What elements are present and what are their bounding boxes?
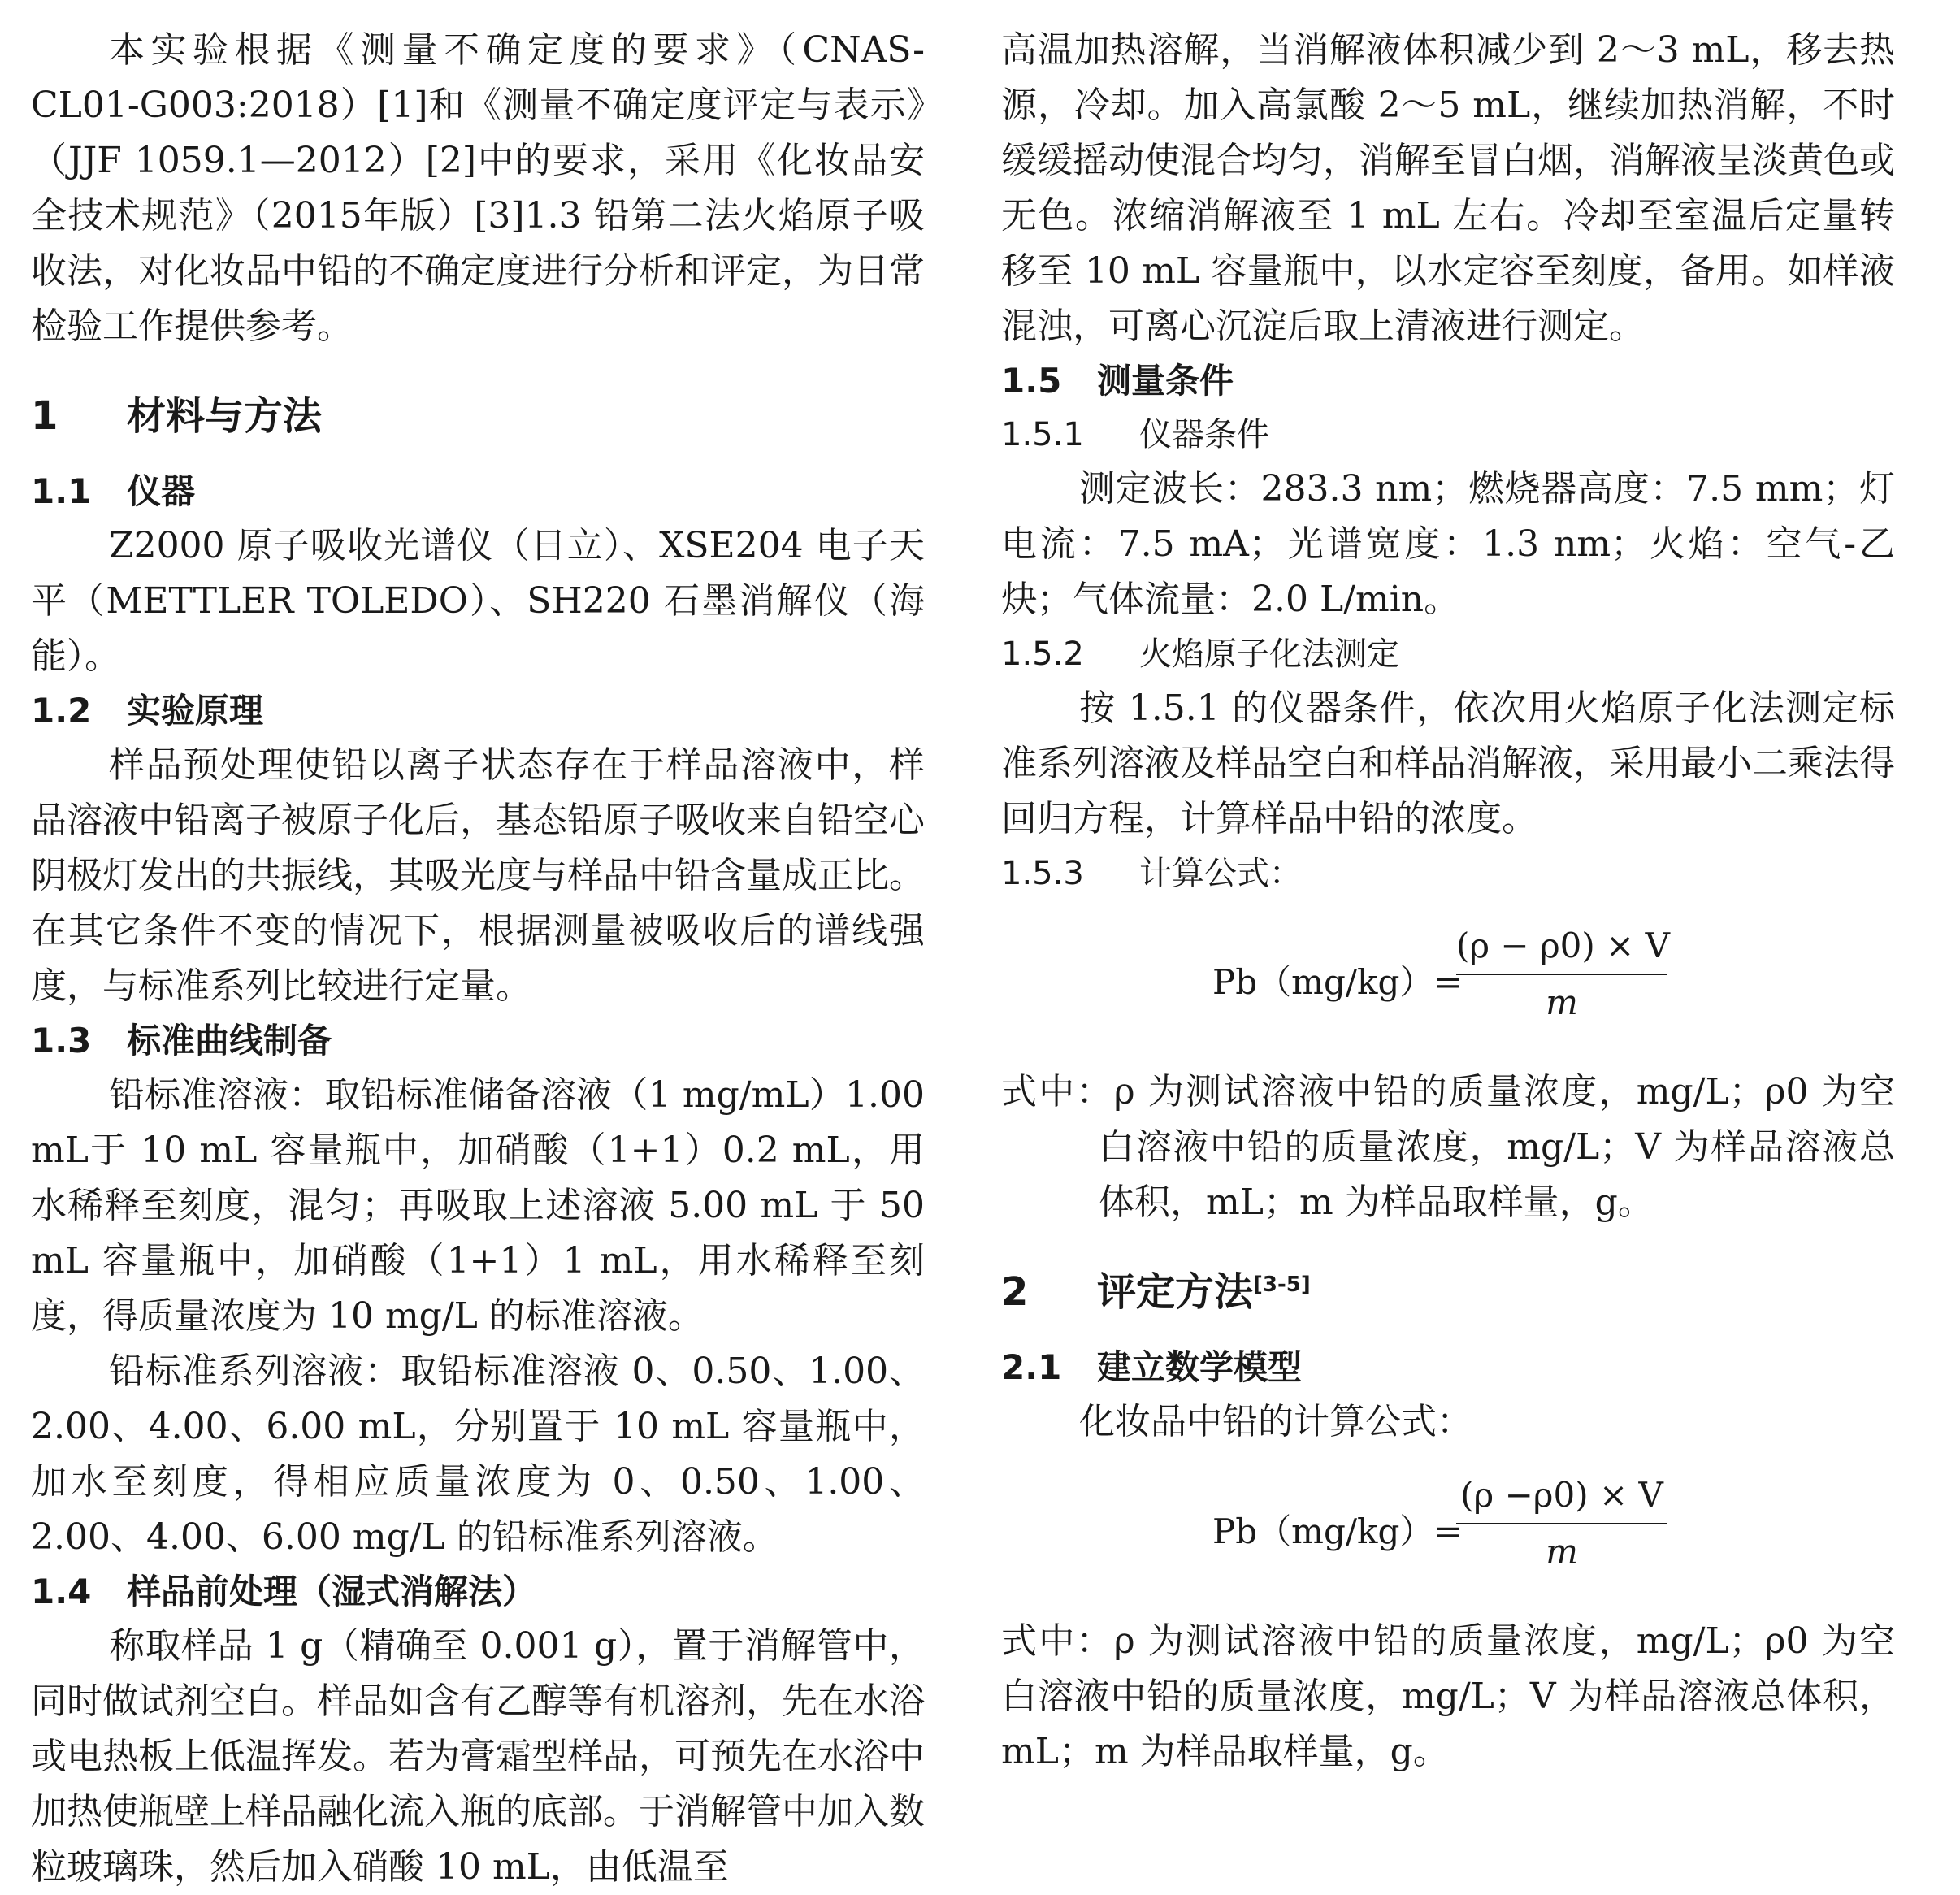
intro-paragraph: 本实验根据《测量不确定度的要求》（CNAS-CL01-G003:2018）[1]和《测量不确定度评定与表示》（JJF 1059.1—2012）[2]中的要求，采用《化妆品安全技术规范》（2015年版）[3]1.3 铅第二法火焰原子吸收法，对化妆品中铅的不确定度进行分析和评定，为日常检验工作提供参考。	[31, 29, 925, 347]
formula-denominator: m	[1546, 1532, 1578, 1572]
subsection-number: 1.4	[31, 1572, 92, 1611]
subsection-number: 1.5.2	[1001, 635, 1084, 673]
section-title: 材料与方法	[127, 393, 323, 439]
subsection-1-5-3-heading	[1001, 847, 1895, 900]
formula-fraction	[1456, 1472, 1667, 1575]
subsection-1-3-heading	[31, 1014, 925, 1068]
formula-numerator: (ρ −ρ0) × V	[1460, 1475, 1663, 1515]
formula-lhs: Pb（mg/kg）=	[1212, 962, 1463, 1002]
formula-numerator: (ρ − ρ0) × V	[1456, 926, 1670, 965]
formula-1-legend: 式中：ρ 为测试溶液中铅的质量浓度，mg/L；ρ0 为空白溶液中铅的质量浓度，mg/L；V 为样品溶液总体积，mL；m 为样品取样量，g。	[1001, 1071, 1895, 1223]
subsection-title: 测量条件	[1097, 361, 1234, 401]
formula-1	[1001, 908, 1895, 1055]
subsection-1-2-heading	[31, 684, 925, 738]
pretreatment-continued-paragraph: 高温加热溶解，当消解液体积减少到 2～3 mL，移去热源，冷却。加入高氯酸 2～5 mL，继续加热消解，不时缓缓摇动使混合均匀，消解至冒白烟，消解液呈淡黄色或无色。浓缩消解液至 1 mL 左右。冷却至室温后定量转移至 10 mL 容量瓶中，以水定容至刻度，备用。如样液混浊，可离心沉淀后取上清液进行测定。	[1001, 29, 1895, 347]
subsection-number: 1.2	[31, 691, 92, 731]
formula-lhs: Pb（mg/kg）=	[1212, 1511, 1463, 1551]
subsection-title: 建立数学模型	[1097, 1347, 1303, 1387]
pretreatment-paragraph: 称取样品 1 g（精确至 0.001 g），置于消解管中，同时做试剂空白。样品如含有乙醇等有机溶剂，先在水浴或电热板上低温挥发。若为膏霜型样品，可预先在水浴中加热使瓶壁上样品融化流入瓶的底部。于消解管中加入数粒玻璃珠，然后加入硝酸 10 mL，由低温至	[31, 1625, 925, 1888]
section-1-heading	[31, 387, 925, 445]
section-number: 2	[1001, 1269, 1029, 1315]
subsection-1-4-heading	[31, 1565, 925, 1619]
model-paragraph: 化妆品中铅的计算公式：	[1079, 1401, 1472, 1442]
instrument-conditions-paragraph: 测定波长：283.3 nm；燃烧器高度：7.5 mm；灯电流：7.5 mA；光谱宽度：1.3 nm；火焰：空气-乙炔；气体流量：2.0 L/min。	[1001, 468, 1895, 620]
principle-paragraph: 样品预处理使铅以离子状态存在于样品溶液中，样品溶液中铅离子被原子化后，基态铅原子吸收来自铅空心阴极灯发出的共振线，其吸光度与样品中铅含量成正比。在其它条件不变的情况下，根据测量被吸收后的谱线强度，与标准系列比较进行定量。	[31, 744, 925, 1007]
section-title: 评定方法	[1097, 1269, 1254, 1315]
standard-solution-paragraph: 铅标准溶液：取铅标准储备溶液（1 mg/mL）1.00 mL于 10 mL 容量瓶中，加硝酸（1+1）0.2 mL，用水稀释至刻度，混匀；再吸取上述溶液 5.00 mL 于 50 mL 容量瓶中，加硝酸（1+1）1 mL，用水稀释至刻度，得质量浓度为 10 mg/L 的标准溶液。	[31, 1074, 925, 1337]
formula-fraction	[1456, 923, 1670, 1026]
subsection-number: 1.1	[31, 471, 92, 511]
subsection-title: 计算公式：	[1139, 855, 1302, 892]
formula-2	[1001, 1458, 1895, 1604]
section-2-heading	[1001, 1263, 1895, 1321]
subsection-1-1-heading	[31, 465, 925, 518]
subsection-1-5-heading	[1001, 354, 1895, 408]
flame-method-paragraph: 按 1.5.1 的仪器条件，依次用火焰原子化法测定标准系列溶液及样品空白和样品消解液，采用最小二乘法得回归方程，计算样品中铅的浓度。	[1001, 687, 1895, 839]
section-number: 1	[31, 393, 59, 439]
fraction-bar	[1456, 974, 1667, 975]
subsection-number: 1.5	[1001, 361, 1062, 401]
subsection-title: 仪器条件	[1139, 416, 1269, 453]
instruments-paragraph: Z2000 原子吸收光谱仪（日立）、XSE204 电子天平（METTLER TOLEDO）、SH220 石墨消解仪（海能）。	[31, 525, 925, 677]
subsection-1-5-2-heading	[1001, 627, 1895, 681]
subsection-1-5-1-heading	[1001, 408, 1895, 462]
formula-2-legend: 式中：ρ 为测试溶液中铅的质量浓度，mg/L；ρ0 为空白溶液中铅的质量浓度，mg/L；V 为样品溶液总体积，mL；m 为样品取样量，g。	[1001, 1620, 1895, 1772]
right-column	[1001, 23, 1895, 1780]
subsection-title: 实验原理	[127, 691, 264, 731]
subsection-number: 1.5.1	[1001, 416, 1084, 453]
standard-series-paragraph: 铅标准系列溶液：取铅标准溶液 0、0.50、1.00、2.00、4.00、6.00 mL，分别置于 10 mL 容量瓶中，加水至刻度，得相应质量浓度为 0、0.50、1.00、2.00、4.00、6.00 mg/L 的铅标准系列溶液。	[31, 1351, 925, 1558]
subsection-title: 火焰原子化法测定	[1139, 635, 1399, 673]
section-reference: [3-5]	[1253, 1273, 1311, 1297]
subsection-number: 2.1	[1001, 1347, 1062, 1387]
fraction-bar	[1456, 1523, 1667, 1524]
subsection-2-1-heading	[1001, 1341, 1895, 1394]
subsection-title: 样品前处理（湿式消解法）	[127, 1572, 537, 1611]
subsection-number: 1.3	[31, 1021, 92, 1060]
subsection-title: 仪器	[127, 471, 196, 511]
subsection-number: 1.5.3	[1001, 855, 1084, 892]
subsection-title: 标准曲线制备	[127, 1021, 332, 1060]
left-column	[31, 23, 925, 1895]
formula-denominator: m	[1546, 982, 1578, 1022]
